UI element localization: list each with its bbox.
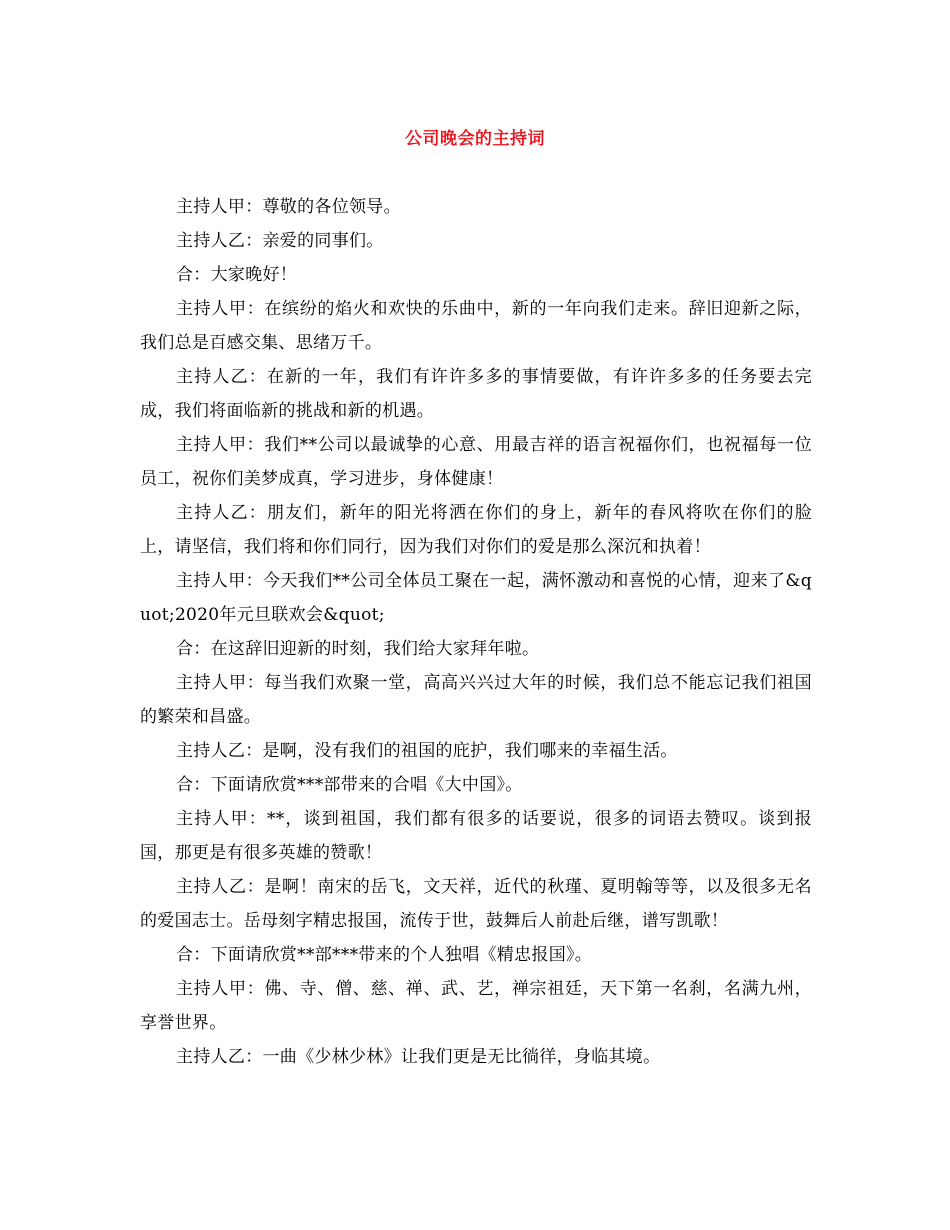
paragraph: 合：下面请欣赏**部***带来的个人独唱《精忠报国》。 [176, 945, 593, 965]
paragraph: 主持人甲：在缤纷的焰火和欢快的乐曲中，新的一年向我们走来。辞旧迎新之际，我们总是百感交集、思绪万千。 [140, 299, 812, 353]
paragraph: 合：下面请欣赏***部带来的合唱《大中国》。 [176, 775, 523, 795]
document-body [140, 190, 812, 1074]
paragraph: 主持人甲：佛、寺、僧、慈、禅、武、艺，禅宗祖廷，天下第一名刹，名满九州，享誉世界。 [140, 979, 812, 1033]
paragraph: 合：在这辞旧迎新的时刻，我们给大家拜年啦。 [176, 639, 540, 659]
paragraph: 主持人乙：是啊，没有我们的祖国的庇护，我们哪来的幸福生活。 [176, 741, 678, 761]
paragraph: 主持人乙：亲爱的同事们。 [176, 231, 384, 251]
document-title: 公司晚会的主持词 [405, 129, 545, 149]
paragraph: 主持人甲：尊敬的各位领导。 [176, 197, 401, 217]
paragraph: 主持人乙：是啊！南宋的岳飞，文天祥，近代的秋瑾、夏明翰等等，以及很多无名的爱国志士。岳母刻字精忠报国，流传于世，鼓舞后人前赴后继，谱写凯歌！ [140, 877, 812, 931]
paragraph: 主持人乙：在新的一年，我们有许许多多的事情要做，有许许多多的任务要去完成，我们将面临新的挑战和新的机遇。 [140, 367, 812, 421]
paragraph: 主持人乙：一曲《少林少林》让我们更是无比徜徉，身临其境。 [176, 1047, 661, 1067]
paragraph: 主持人乙：朋友们，新年的阳光将洒在你们的身上，新年的春风将吹在你们的脸上，请坚信，我们将和你们同行，因为我们对你们的爱是那么深沉和执着！ [140, 503, 812, 557]
paragraph: 主持人甲：**，谈到祖国，我们都有很多的话要说，很多的词语去赞叹。谈到报国，那更是有很多英雄的赞歌！ [140, 809, 812, 863]
paragraph: 主持人甲：今天我们**公司全体员工聚在一起，满怀激动和喜悦的心情，迎来了&quot;2020年元旦联欢会&quot; [140, 571, 812, 625]
paragraph: 主持人甲：每当我们欢聚一堂，高高兴兴过大年的时候，我们总不能忘记我们祖国的繁荣和昌盛。 [140, 673, 812, 727]
paragraph: 合：大家晚好！ [176, 265, 298, 285]
paragraph: 主持人甲：我们**公司以最诚挚的心意、用最吉祥的语言祝福你们，也祝福每一位员工，祝你们美梦成真，学习进步，身体健康！ [140, 435, 812, 489]
